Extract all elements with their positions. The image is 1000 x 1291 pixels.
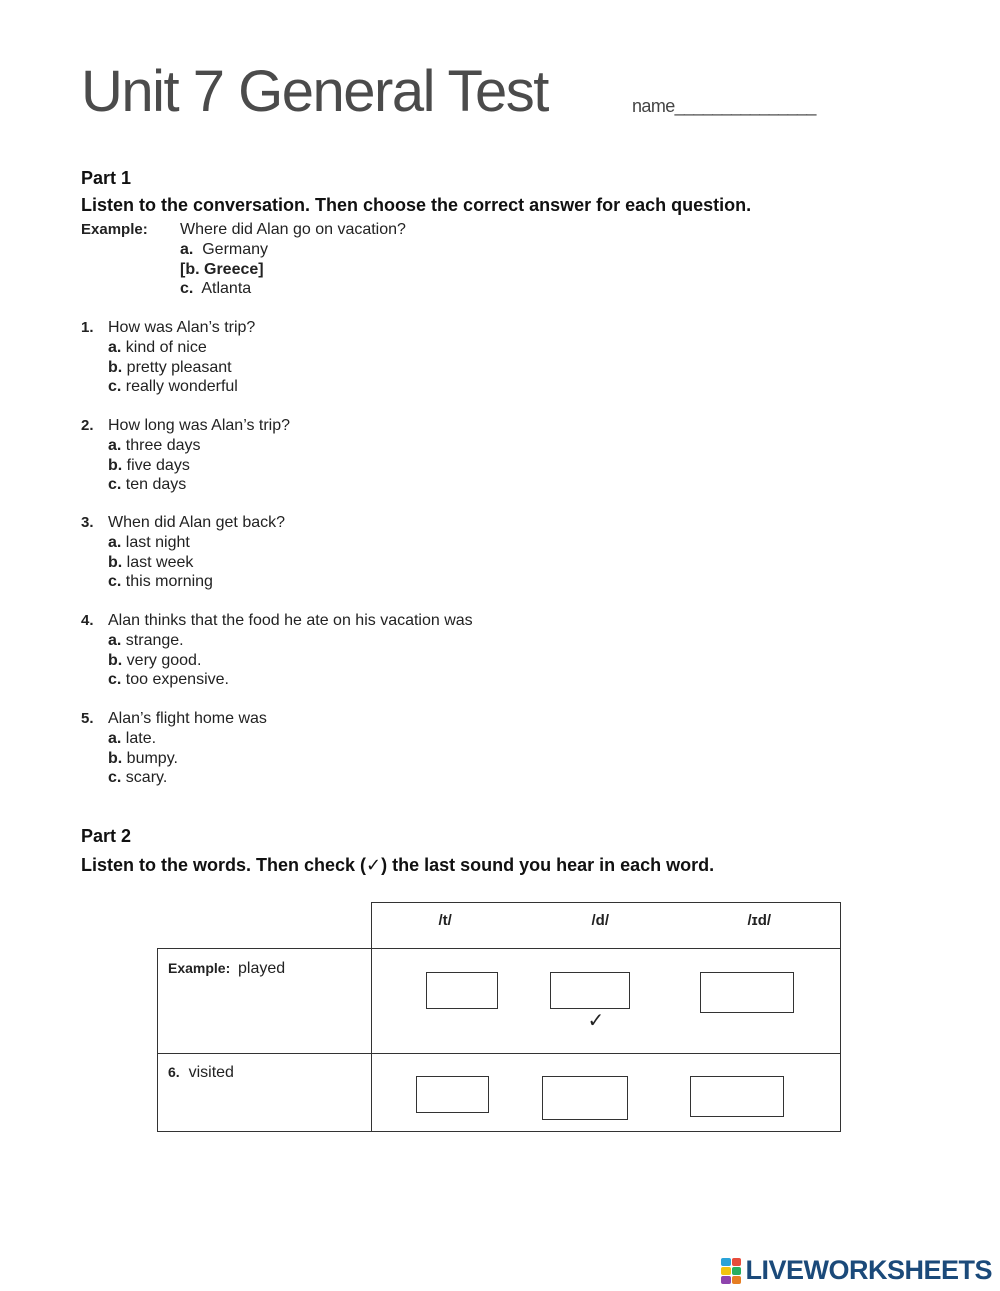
option-text: ten days bbox=[125, 476, 187, 493]
part1-heading: Part 1 bbox=[81, 168, 132, 188]
option-text: Germany bbox=[202, 241, 269, 258]
option-b[interactable] bbox=[108, 554, 193, 572]
logo-tile bbox=[721, 1258, 731, 1266]
option-letter: c. bbox=[108, 378, 122, 395]
example-label: Example: bbox=[168, 960, 231, 976]
column-header-t: /t/ bbox=[438, 912, 452, 929]
option-text: last week bbox=[126, 554, 194, 571]
option-letter: a. bbox=[108, 632, 122, 649]
checkbox-id[interactable] bbox=[690, 1076, 784, 1117]
option-c[interactable] bbox=[108, 671, 229, 689]
row-label bbox=[168, 960, 285, 978]
option-text: Atlanta bbox=[201, 280, 252, 297]
option-letter: c. bbox=[108, 476, 122, 493]
part2-instruction: Listen to the words. Then check (✓) the last sound you hear in each word. bbox=[81, 855, 715, 875]
option-letter: b. bbox=[108, 457, 123, 474]
logo-tile bbox=[732, 1267, 742, 1275]
logo-text: LIVEWORKSHEETS bbox=[745, 1255, 992, 1285]
name-label: name bbox=[632, 96, 675, 116]
logo-tile bbox=[732, 1276, 742, 1284]
empty-corner-cell bbox=[158, 903, 372, 949]
liveworksheets-logo bbox=[721, 1255, 992, 1286]
question-number: 2. bbox=[81, 417, 94, 434]
option-c[interactable] bbox=[108, 378, 238, 396]
question-stem: How long was Alan’s trip? bbox=[108, 417, 291, 434]
row-label-cell bbox=[158, 949, 372, 1054]
option-text: five days bbox=[126, 457, 190, 474]
column-header-id: /ɪd/ bbox=[747, 912, 772, 929]
page-title: Unit 7 General Test bbox=[81, 59, 548, 124]
option-letter: b. bbox=[108, 554, 123, 571]
option-a[interactable] bbox=[108, 437, 201, 455]
option-letter: a. bbox=[180, 241, 194, 258]
example-option-b-answer: [b. Greece] bbox=[180, 261, 264, 278]
option-text: strange. bbox=[125, 632, 184, 649]
option-text: bumpy. bbox=[126, 750, 178, 767]
option-a[interactable] bbox=[108, 632, 184, 650]
name-blank[interactable]: _______________ bbox=[674, 96, 816, 116]
example-option-a bbox=[180, 241, 268, 259]
checkbox-t[interactable] bbox=[426, 972, 498, 1009]
logo-tile bbox=[721, 1267, 731, 1275]
option-a[interactable] bbox=[108, 534, 190, 552]
option-letter: c. bbox=[180, 280, 194, 297]
option-text: very good. bbox=[126, 652, 202, 669]
row-label bbox=[168, 1064, 234, 1082]
checkbox-d[interactable] bbox=[550, 972, 630, 1009]
row-number: 6. bbox=[168, 1064, 180, 1080]
option-letter: b. bbox=[108, 652, 123, 669]
option-b[interactable] bbox=[108, 652, 201, 670]
option-letter: c. bbox=[108, 573, 122, 590]
question-number: 4. bbox=[81, 612, 94, 629]
question-number: 3. bbox=[81, 514, 94, 531]
question-stem: How was Alan’s trip? bbox=[108, 319, 256, 336]
option-letter: a. bbox=[108, 437, 122, 454]
question-stem: When did Alan get back? bbox=[108, 514, 286, 531]
sound-table bbox=[157, 902, 841, 1132]
question-stem: Alan’s flight home was bbox=[108, 710, 267, 727]
column-header-d: /d/ bbox=[591, 912, 609, 929]
logo-tile bbox=[721, 1276, 731, 1284]
logo-tile bbox=[732, 1258, 742, 1266]
row-label-cell bbox=[158, 1054, 372, 1132]
part2-heading: Part 2 bbox=[81, 826, 132, 846]
check-mark-icon: ✓ bbox=[587, 1010, 605, 1032]
option-text: this morning bbox=[125, 573, 213, 590]
option-text: three days bbox=[125, 437, 201, 454]
option-c[interactable] bbox=[108, 573, 213, 591]
checkbox-cells bbox=[371, 1054, 840, 1132]
example-question: Where did Alan go on vacation? bbox=[180, 221, 406, 238]
option-b[interactable] bbox=[108, 359, 232, 377]
option-letter: a. bbox=[108, 534, 122, 551]
logo-mark-icon bbox=[721, 1258, 741, 1284]
example-option-c bbox=[180, 280, 251, 298]
option-text: really wonderful bbox=[125, 378, 238, 395]
checkbox-id[interactable] bbox=[700, 972, 794, 1013]
option-letter: c. bbox=[108, 769, 122, 786]
option-b[interactable] bbox=[108, 457, 190, 475]
checkbox-cells bbox=[371, 949, 840, 1054]
option-c[interactable] bbox=[108, 769, 167, 787]
question-number: 1. bbox=[81, 319, 94, 336]
row-word: visited bbox=[188, 1064, 234, 1081]
table-header-row bbox=[158, 903, 841, 949]
option-text: late. bbox=[125, 730, 157, 747]
question-stem: Alan thinks that the food he ate on his vacation was bbox=[108, 612, 473, 629]
table-row bbox=[158, 949, 841, 1054]
option-text: too expensive. bbox=[125, 671, 229, 688]
question-number: 5. bbox=[81, 710, 94, 727]
option-text: kind of nice bbox=[125, 339, 207, 356]
table-row bbox=[158, 1054, 841, 1132]
option-text: last night bbox=[125, 534, 190, 551]
option-letter: c. bbox=[108, 671, 122, 688]
option-letter: a. bbox=[108, 730, 122, 747]
option-letter: a. bbox=[108, 339, 122, 356]
example-label: Example: bbox=[81, 221, 148, 238]
option-c[interactable] bbox=[108, 476, 186, 494]
row-word: played bbox=[238, 960, 286, 977]
name-field bbox=[632, 96, 816, 117]
option-a[interactable] bbox=[108, 339, 207, 357]
checkbox-d[interactable] bbox=[542, 1076, 628, 1120]
option-letter: b. bbox=[108, 750, 123, 767]
header-cells bbox=[371, 903, 840, 949]
option-a[interactable] bbox=[108, 730, 156, 748]
option-text: pretty pleasant bbox=[126, 359, 232, 376]
part1-instruction: Listen to the conversation. Then choose the correct answer for each question. bbox=[81, 195, 752, 215]
option-b[interactable] bbox=[108, 750, 178, 768]
option-text: scary. bbox=[125, 769, 168, 786]
option-letter: b. bbox=[108, 359, 123, 376]
checkbox-t[interactable] bbox=[416, 1076, 489, 1113]
